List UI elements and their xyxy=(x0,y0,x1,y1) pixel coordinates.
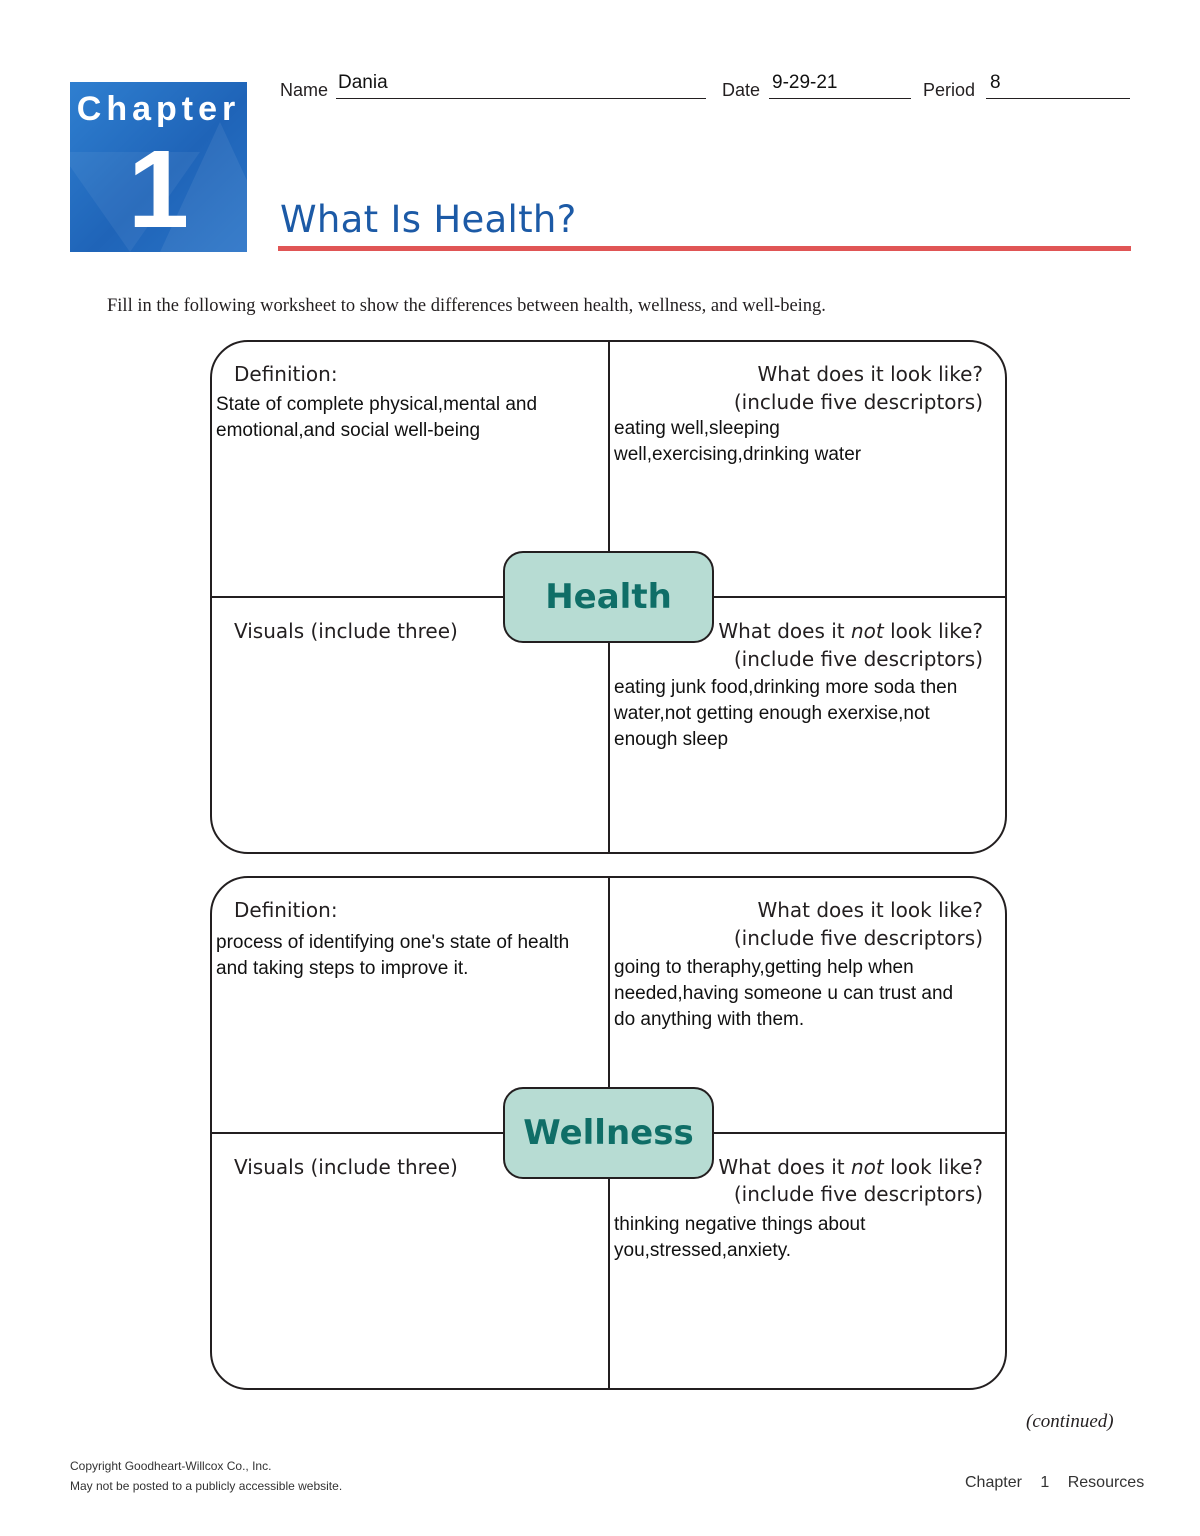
visuals-label: Visuals (include three) xyxy=(234,1155,458,1179)
center-label-box: Wellness xyxy=(503,1087,714,1179)
definition-answer[interactable]: process of identifying one's state of health and taking steps to improve it. xyxy=(216,932,570,979)
not-look-like-label: What does it not look like? xyxy=(718,1155,983,1179)
instructions: Fill in the following worksheet to show the differences between health, wellness, and well-being. xyxy=(107,296,826,316)
looks-like-answer[interactable]: going to theraphy,getting help when needed,having someone u can trust and do anything with them. xyxy=(614,957,954,1030)
looks-like-sub: (include five descriptors) xyxy=(733,390,983,414)
not-look-like-sub: (include five descriptors) xyxy=(733,647,983,671)
definition-label: Definition: xyxy=(234,362,338,386)
not-look-like-label: What does it not look like? xyxy=(718,619,983,643)
looks-like-answer[interactable]: eating well,sleeping well,exercising,drinking water xyxy=(614,418,862,465)
chapter-badge xyxy=(70,82,247,252)
center-label-box: Health xyxy=(503,551,714,643)
chapter-number: 1 xyxy=(127,128,190,251)
definition-label: Definition: xyxy=(234,898,338,922)
looks-like-sub: (include five descriptors) xyxy=(733,926,983,950)
name-field-line[interactable] xyxy=(336,98,706,99)
continued-note: (continued) xyxy=(1026,1411,1114,1432)
page-title: What Is Health? xyxy=(280,198,577,241)
not-look-like-answer[interactable]: thinking negative things about you,stressed,anxiety. xyxy=(614,1214,866,1261)
definition-answer[interactable]: State of complete physical,mental and emotional,and social well-being xyxy=(216,394,538,441)
graphic-organizer-wellness xyxy=(210,876,1007,1390)
period-value: 8 xyxy=(990,72,1001,93)
not-look-like-sub: (include five descriptors) xyxy=(733,1182,983,1206)
footer-chapter-resources: Chapter 1 Resources xyxy=(965,1474,1145,1491)
date-value: 9-29-21 xyxy=(772,72,838,93)
date-field-line[interactable] xyxy=(769,98,911,99)
period-field-line[interactable] xyxy=(986,98,1130,99)
chapter-word: Chapter xyxy=(76,90,241,128)
visuals-label: Visuals (include three) xyxy=(234,619,458,643)
name-label: Name xyxy=(280,80,329,100)
period-label: Period xyxy=(923,80,976,100)
title-rule xyxy=(278,246,1131,251)
looks-like-label: What does it look like? xyxy=(757,898,983,922)
looks-like-label: What does it look like? xyxy=(757,362,983,386)
not-look-like-answer[interactable]: eating junk food,drinking more soda then water,not getting enough exerxise,not enough sleep xyxy=(614,677,958,750)
name-value: Dania xyxy=(338,72,388,93)
graphic-organizer-health xyxy=(210,340,1007,854)
date-label: Date xyxy=(722,80,761,100)
copyright-text: Copyright Goodheart-Willcox Co., Inc. xyxy=(70,1459,272,1473)
posting-notice: May not be posted to a publicly accessible website. xyxy=(70,1479,343,1493)
